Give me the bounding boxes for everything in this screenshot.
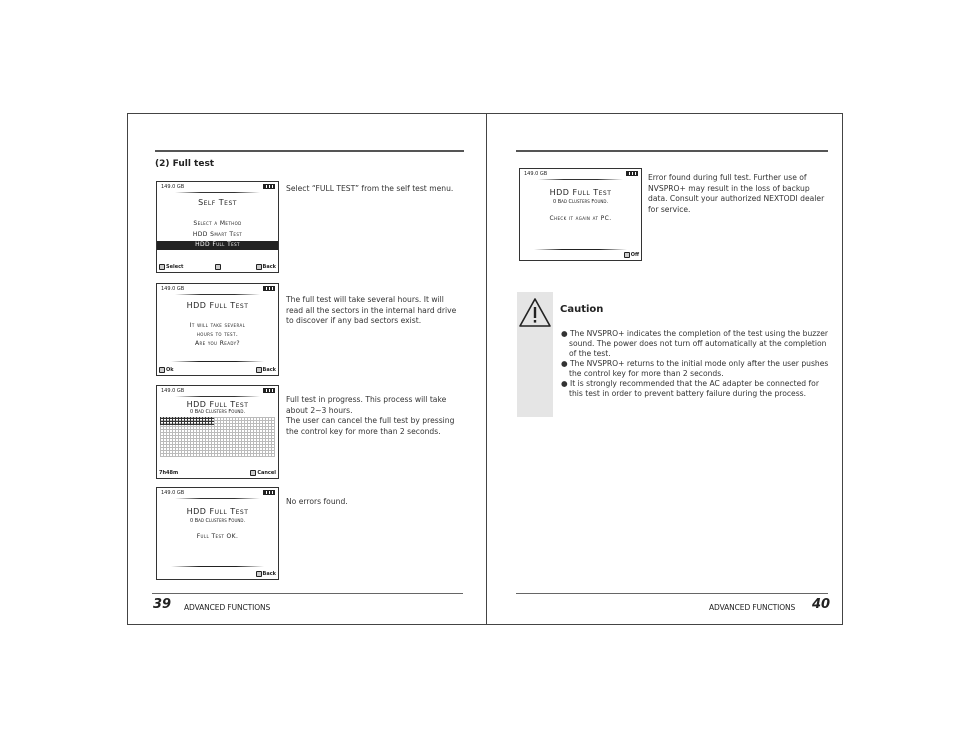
- menu-item: Select a Method: [193, 220, 242, 227]
- description-3: Full test in progress. This process will take about 2~3 hours. The user can cancel the full test by pressing the control key for more than 2 seconds.: [286, 395, 455, 436]
- page-divider: [486, 113, 487, 625]
- header-rule-right: [516, 150, 828, 152]
- capacity-label: 149.0 GB: [161, 184, 185, 190]
- lcd-test-ok: [156, 487, 279, 580]
- caution-list: [559, 329, 829, 399]
- lcd-line: Check it again at PC.: [549, 215, 612, 222]
- capacity-label: 149.0 GB: [524, 171, 548, 177]
- lcd-title: HDD Full Test: [186, 301, 249, 310]
- key-icon: [624, 252, 630, 258]
- menu-item: HDD Smart Test: [192, 231, 243, 238]
- back-key: Back: [256, 367, 276, 373]
- section-title: (2) Full test: [155, 159, 215, 169]
- key-icon: [159, 264, 165, 270]
- lcd-line: It will take several: [189, 322, 246, 329]
- menu-item-selected: HDD Full Test: [157, 241, 278, 250]
- lcd-subtitle: 0 Bad Clusters Found.: [189, 409, 246, 415]
- select-key: Select: [159, 264, 183, 270]
- footer-label-right: ADVANCED FUNCTIONS: [709, 603, 796, 612]
- battery-icon: [263, 490, 275, 495]
- back-key: Back: [256, 571, 276, 577]
- lcd-subtitle: 0 Bad Clusters Found.: [552, 199, 609, 205]
- key-icon: [256, 264, 262, 270]
- progress-grid-filled: [160, 417, 214, 425]
- key-icon: [159, 367, 165, 373]
- lcd-line: Full Test OK.: [196, 533, 239, 540]
- battery-icon: [626, 171, 638, 176]
- footer-rule-left: [152, 593, 463, 594]
- description-4: No errors found.: [286, 497, 348, 506]
- page-number-left: 39: [153, 597, 172, 612]
- lcd-subtitle: 0 Bad Clusters Found.: [189, 518, 246, 524]
- ok-key: Ok: [159, 367, 174, 373]
- description-1: Select “FULL TEST” from the self test menu.: [286, 184, 454, 193]
- lcd-ready: [156, 283, 279, 376]
- battery-icon: [263, 286, 275, 291]
- battery-icon: [263, 388, 275, 393]
- key-icon: [256, 367, 262, 373]
- capacity-label: 149.0 GB: [161, 286, 185, 292]
- battery-icon: [263, 184, 275, 189]
- list-item: ● The NVSPRO+ returns to the initial mode only after the user pushes the control key for more than 2 seconds.: [561, 359, 829, 378]
- lcd-title: Self Test: [198, 198, 237, 207]
- footer-label-left: ADVANCED FUNCTIONS: [184, 603, 271, 612]
- capacity-label: 149.0 GB: [161, 490, 185, 496]
- lcd-title: HDD Full Test: [549, 188, 612, 197]
- time-remaining: 7h48m: [159, 470, 179, 476]
- capacity-label: 149.0 GB: [161, 388, 185, 394]
- lcd-title: HDD Full Test: [186, 400, 249, 409]
- caution-sidebar: [517, 292, 553, 417]
- list-item: ● It is strongly recommended that the AC adapter be connected for this test in order to prevent battery failure during the process.: [561, 379, 819, 398]
- key-icon: [250, 470, 256, 476]
- page-number-right: 40: [812, 597, 831, 612]
- lcd-error: [519, 168, 642, 261]
- lcd-line: hours to test.: [196, 331, 239, 338]
- back-key: Back: [256, 264, 276, 270]
- lcd-progress: [156, 385, 279, 479]
- header-rule-left: [155, 150, 464, 152]
- key-icon: [256, 571, 262, 577]
- list-item: ● The NVSPRO+ indicates the completion of the test using the buzzer sound. The power does not turn off automatically at the completion of the test.: [561, 329, 829, 358]
- description-2: The full test will take several hours. It will read all the sectors in the internal hard drive to discover if any bad sectors exist.: [286, 295, 457, 325]
- off-key: Off: [624, 252, 639, 258]
- error-description: Error found during full test. Further use of NVSPRO+ may result in the loss of backup data. Consult your authorized NEXTODI dealer for service.: [648, 173, 825, 214]
- lcd-title: HDD Full Test: [186, 507, 249, 516]
- warning-triangle-icon: [517, 295, 553, 331]
- lcd-self-test: [156, 181, 279, 273]
- caution-title: Caution: [560, 304, 604, 315]
- footer-rule-right: [516, 593, 828, 594]
- nav-key-icon: [215, 264, 221, 270]
- lcd-line: Are you Ready?: [194, 340, 241, 347]
- cancel-key: Cancel: [250, 470, 276, 476]
